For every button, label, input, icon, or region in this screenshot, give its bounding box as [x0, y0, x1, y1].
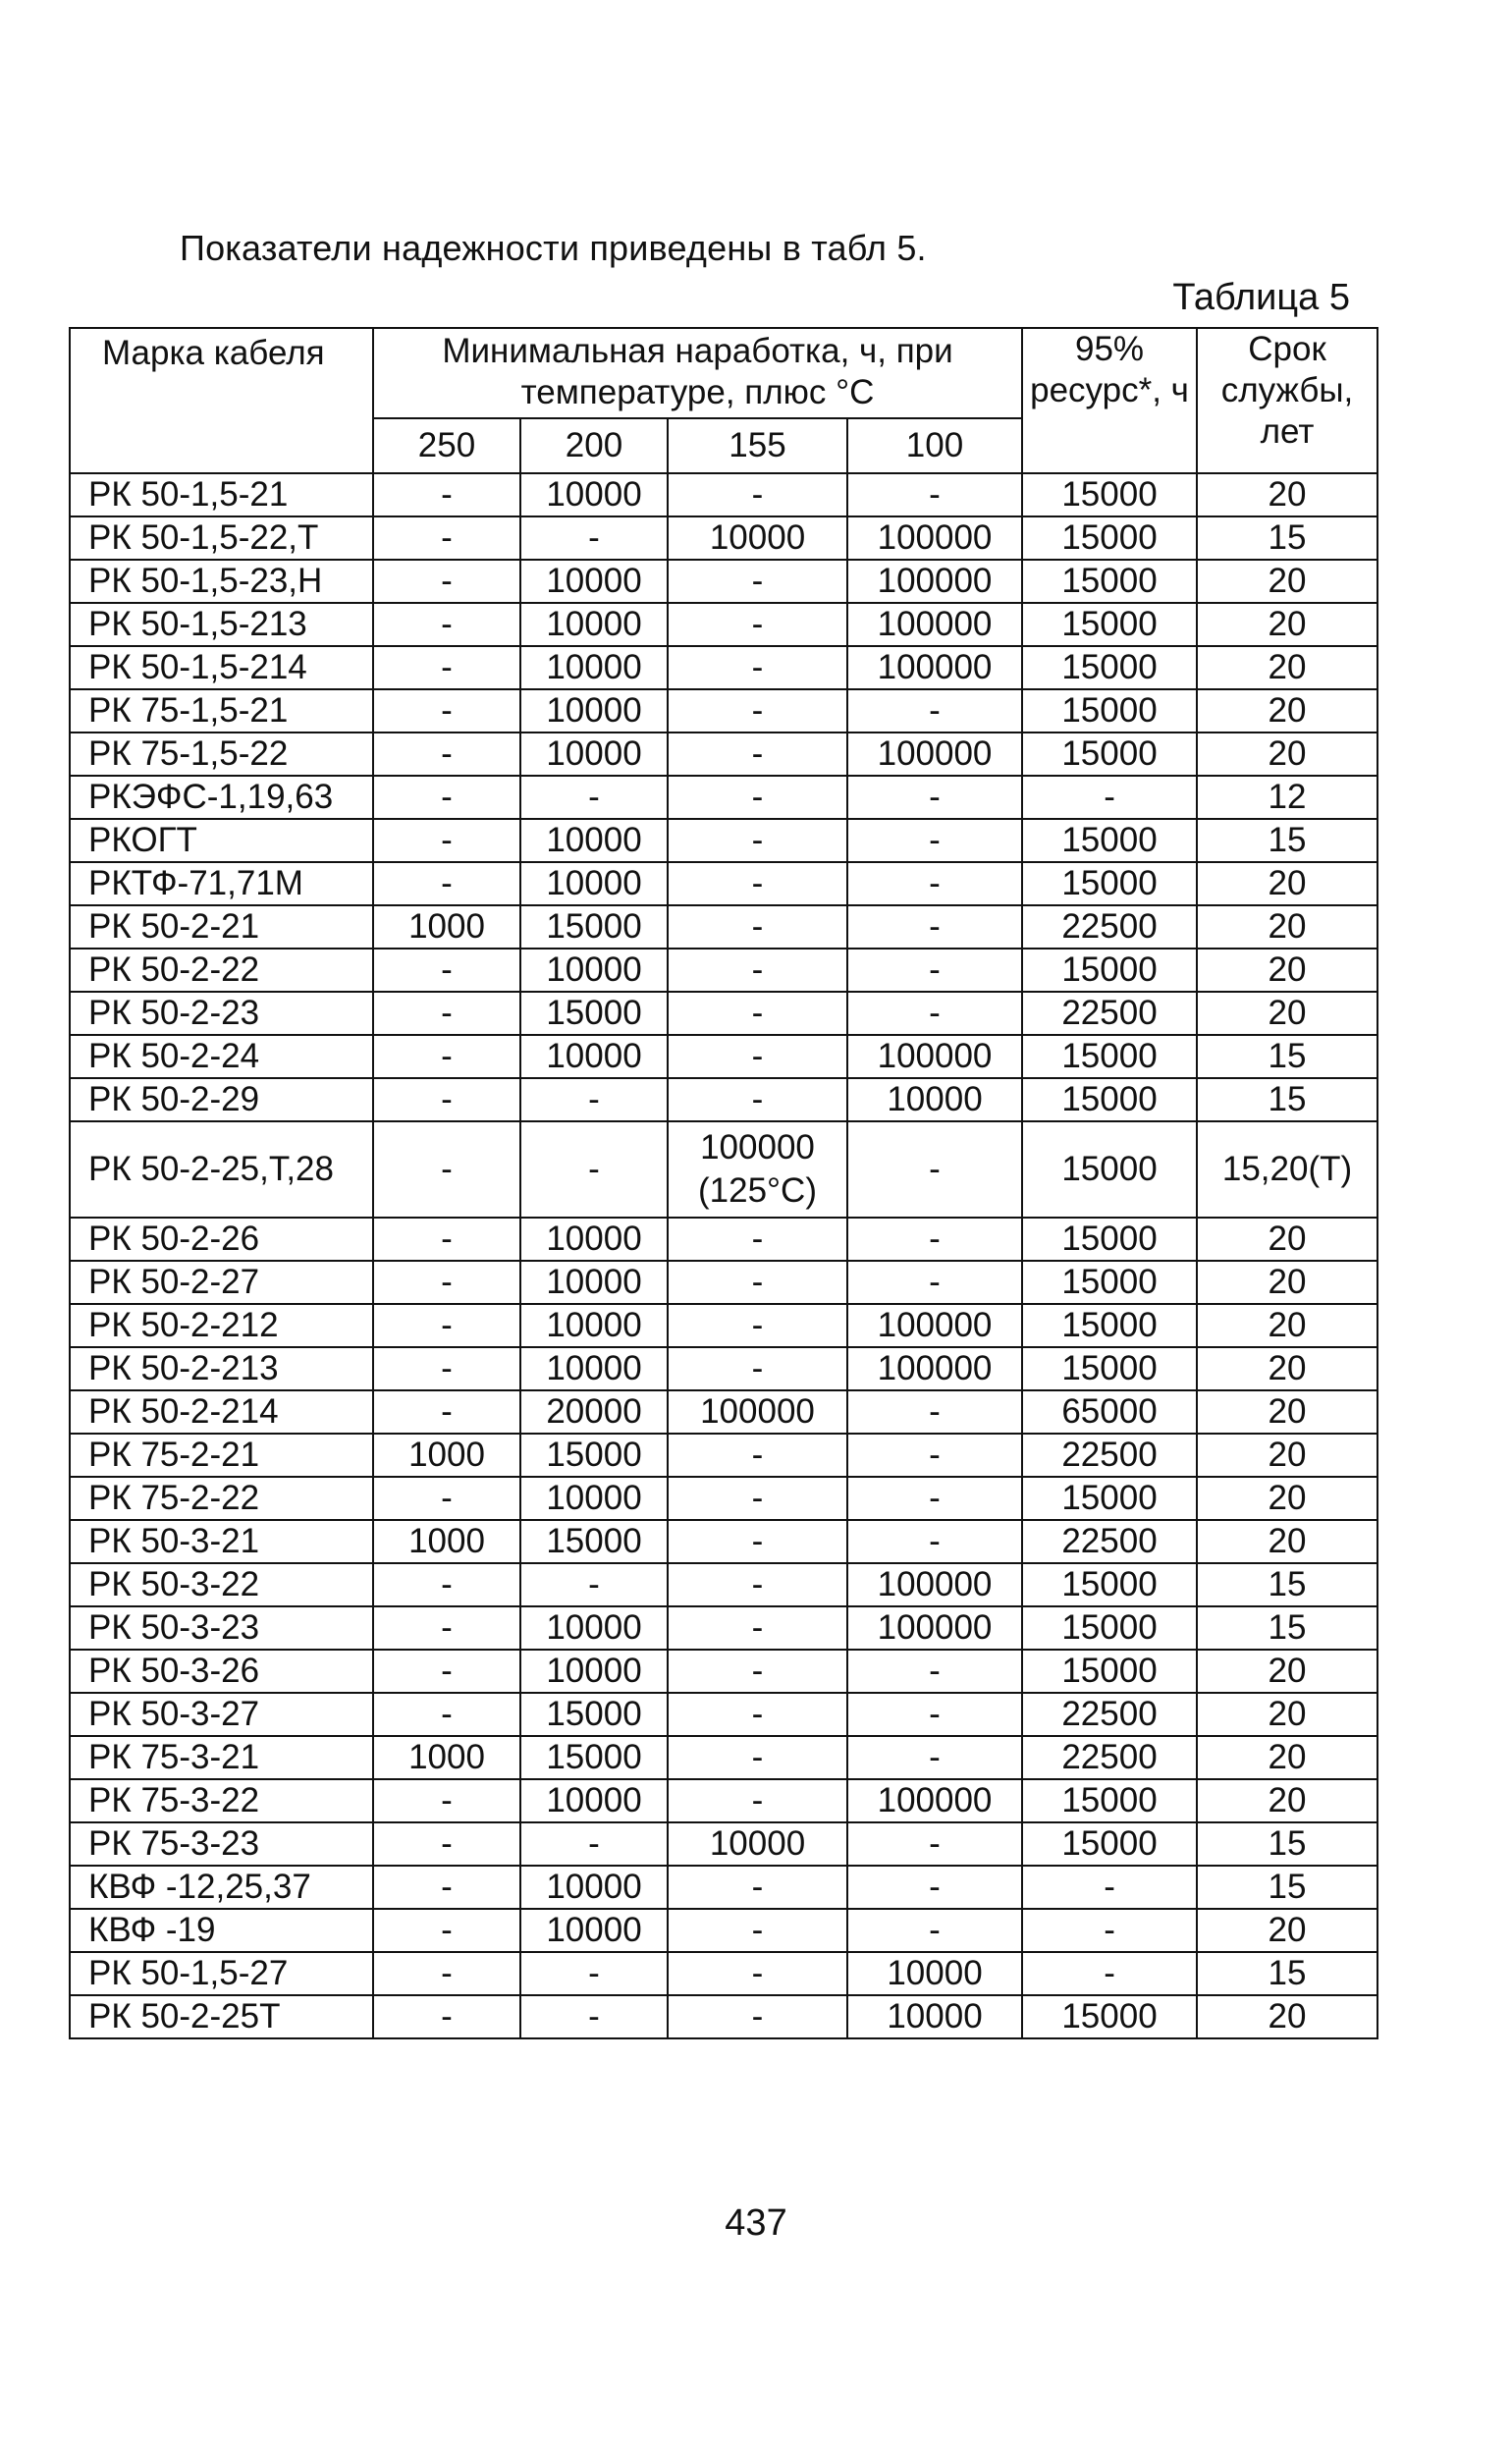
cell-t250: -: [373, 992, 520, 1035]
cell-resource: 22500: [1022, 1434, 1197, 1477]
cell-t100: -: [847, 1866, 1022, 1909]
cell-brand: РК 50-3-22: [70, 1563, 373, 1606]
cell-t155: -: [668, 1304, 847, 1347]
cell-t200: 10000: [520, 473, 668, 516]
cell-t155: -: [668, 1434, 847, 1477]
cell-t100: 100000: [847, 733, 1022, 776]
cell-t100: -: [847, 1434, 1022, 1477]
cell-t200: -: [520, 1121, 668, 1218]
cell-t100: 100000: [847, 646, 1022, 689]
cell-service-life: 20: [1197, 1304, 1377, 1347]
cell-t200: 10000: [520, 1779, 668, 1822]
cell-t200: 10000: [520, 862, 668, 905]
cell-t250: -: [373, 1650, 520, 1693]
cell-t200: 10000: [520, 1606, 668, 1650]
cell-brand: РК 75-2-22: [70, 1477, 373, 1520]
cell-t100: -: [847, 1693, 1022, 1736]
cell-t155: 100000: [668, 1390, 847, 1434]
cell-brand: РК 50-2-27: [70, 1261, 373, 1304]
cell-t155: -: [668, 1909, 847, 1952]
cell-brand: РК 75-3-21: [70, 1736, 373, 1779]
cell-t200: 10000: [520, 1261, 668, 1304]
cell-t155: -: [668, 1078, 847, 1121]
cell-t100: 100000: [847, 1563, 1022, 1606]
cell-t155: -: [668, 819, 847, 862]
cell-t200: 15000: [520, 1434, 668, 1477]
cell-t100: -: [847, 1121, 1022, 1218]
cell-t100: 100000: [847, 1304, 1022, 1347]
table-row: [70, 1035, 1377, 1078]
cell-t155-note: (125°С): [698, 1171, 817, 1210]
cell-brand: РК 50-1,5-21: [70, 473, 373, 516]
cell-service-life: 15: [1197, 1035, 1377, 1078]
cell-resource: 15000: [1022, 473, 1197, 516]
cell-service-life: 20: [1197, 473, 1377, 516]
cell-t100: -: [847, 819, 1022, 862]
cell-service-life: 20: [1197, 1218, 1377, 1261]
cell-t250: -: [373, 473, 520, 516]
cell-brand: РК 50-3-23: [70, 1606, 373, 1650]
cell-resource: 22500: [1022, 1520, 1197, 1563]
header-min-operating-time-line1: Минимальная наработка, ч, при: [442, 332, 953, 370]
table-caption: Таблица 5: [1172, 277, 1350, 318]
cell-brand: РК 50-3-21: [70, 1520, 373, 1563]
cell-brand: РК 50-1,5-27: [70, 1952, 373, 1995]
cell-service-life: 15: [1197, 1606, 1377, 1650]
header-min-operating-time: [373, 328, 1022, 418]
cell-resource: 15000: [1022, 560, 1197, 603]
cell-t100: 100000: [847, 1779, 1022, 1822]
table-row: [70, 560, 1377, 603]
cell-t155: -: [668, 905, 847, 949]
cell-t250: -: [373, 1261, 520, 1304]
header-service-life: Срок службы, лет: [1197, 328, 1377, 473]
cell-t155-value: 100000: [700, 1128, 815, 1167]
cell-t200: -: [520, 1078, 668, 1121]
cell-t200: 15000: [520, 1693, 668, 1736]
cell-t155: -: [668, 1995, 847, 2038]
cell-t155: -: [668, 1693, 847, 1736]
cell-brand: РК 50-2-21: [70, 905, 373, 949]
cell-t155: -: [668, 733, 847, 776]
header-resource: 95% ресурс*, ч: [1022, 328, 1197, 473]
cell-t200: -: [520, 1995, 668, 2038]
header-brand: Марка кабеля: [70, 328, 373, 473]
cell-t250: -: [373, 646, 520, 689]
cell-brand: РК 50-2-29: [70, 1078, 373, 1121]
cell-t155: -: [668, 1261, 847, 1304]
cell-service-life: 15: [1197, 1866, 1377, 1909]
cell-t155: -: [668, 949, 847, 992]
cell-resource: 15000: [1022, 862, 1197, 905]
cell-t200: -: [520, 516, 668, 560]
cell-t250: 1000: [373, 905, 520, 949]
cell-t155: -: [668, 1952, 847, 1995]
cell-t155: -: [668, 1779, 847, 1822]
cell-service-life: 15: [1197, 1952, 1377, 1995]
cell-t100: 100000: [847, 1347, 1022, 1390]
cell-t250: -: [373, 1078, 520, 1121]
cell-service-life: 20: [1197, 646, 1377, 689]
table-row: [70, 1606, 1377, 1650]
cell-t155: -: [668, 1347, 847, 1390]
cell-t250: -: [373, 1121, 520, 1218]
header-temp-200: 200: [520, 418, 668, 473]
table-row: [70, 1520, 1377, 1563]
cell-service-life: 20: [1197, 1650, 1377, 1693]
cell-t100: -: [847, 1390, 1022, 1434]
cell-resource: 15000: [1022, 1261, 1197, 1304]
cell-t100: 10000: [847, 1078, 1022, 1121]
cell-brand: РКЭФС-1,19,63: [70, 776, 373, 819]
cell-t200: 10000: [520, 819, 668, 862]
cell-resource: 15000: [1022, 646, 1197, 689]
cell-t200: 10000: [520, 560, 668, 603]
cell-t100: -: [847, 689, 1022, 733]
cell-t200: 10000: [520, 646, 668, 689]
cell-t250: -: [373, 1477, 520, 1520]
table-row: [70, 1779, 1377, 1822]
cell-t200: 10000: [520, 689, 668, 733]
cell-resource: 15000: [1022, 516, 1197, 560]
cell-t100: -: [847, 1218, 1022, 1261]
table-row: [70, 1477, 1377, 1520]
cell-t200: 10000: [520, 603, 668, 646]
cell-t100: -: [847, 473, 1022, 516]
table-row: [70, 1693, 1377, 1736]
cell-t200: 15000: [520, 992, 668, 1035]
page-number: 437: [725, 2202, 787, 2244]
cell-service-life: 20: [1197, 905, 1377, 949]
cell-service-life: 20: [1197, 1434, 1377, 1477]
cell-brand: КВФ -19: [70, 1909, 373, 1952]
table-row: [70, 603, 1377, 646]
cell-service-life: 15: [1197, 819, 1377, 862]
cell-t250: -: [373, 1035, 520, 1078]
table-row: [70, 646, 1377, 689]
cell-service-life: 20: [1197, 1520, 1377, 1563]
cell-brand: РК 50-2-23: [70, 992, 373, 1035]
cell-resource: 15000: [1022, 1304, 1197, 1347]
cell-t250: -: [373, 1563, 520, 1606]
cell-service-life: 20: [1197, 1909, 1377, 1952]
table-row: [70, 1736, 1377, 1779]
cell-t250: -: [373, 862, 520, 905]
cell-t155: -: [668, 603, 847, 646]
cell-t250: -: [373, 1909, 520, 1952]
cell-t155: -: [668, 1218, 847, 1261]
cell-service-life: 20: [1197, 1736, 1377, 1779]
cell-resource: 15000: [1022, 949, 1197, 992]
cell-resource: 15000: [1022, 1218, 1197, 1261]
table-row: [70, 1261, 1377, 1304]
cell-brand: РК 50-1,5-214: [70, 646, 373, 689]
cell-brand: РК 75-1,5-21: [70, 689, 373, 733]
cell-t100: -: [847, 1909, 1022, 1952]
cell-resource: 15000: [1022, 1650, 1197, 1693]
cell-resource: -: [1022, 1909, 1197, 1952]
table-row: [70, 473, 1377, 516]
cell-service-life: 15: [1197, 1563, 1377, 1606]
table-row: [70, 1304, 1377, 1347]
cell-t250: -: [373, 689, 520, 733]
cell-resource: 15000: [1022, 1347, 1197, 1390]
cell-service-life: 20: [1197, 1477, 1377, 1520]
cell-t200: 10000: [520, 1650, 668, 1693]
cell-resource: 22500: [1022, 992, 1197, 1035]
table-row: [70, 1866, 1377, 1909]
cell-t155: 10000: [668, 516, 847, 560]
table-row: [70, 949, 1377, 992]
cell-t250: -: [373, 819, 520, 862]
cell-service-life: 20: [1197, 1693, 1377, 1736]
cell-resource: 15000: [1022, 733, 1197, 776]
cell-resource: 22500: [1022, 1693, 1197, 1736]
cell-t200: -: [520, 1563, 668, 1606]
cell-service-life: 20: [1197, 862, 1377, 905]
cell-t155: -: [668, 1650, 847, 1693]
cell-brand: РКТФ-71,71М: [70, 862, 373, 905]
cell-t155: -: [668, 1477, 847, 1520]
cell-t100: 100000: [847, 560, 1022, 603]
table-row: [70, 1347, 1377, 1390]
cell-t100: 10000: [847, 1995, 1022, 2038]
cell-brand: РК 50-2-24: [70, 1035, 373, 1078]
cell-brand: РК 75-2-21: [70, 1434, 373, 1477]
cell-t100: -: [847, 1736, 1022, 1779]
cell-brand: КВФ -12,25,37: [70, 1866, 373, 1909]
cell-t155: -: [668, 646, 847, 689]
table-body: [70, 473, 1377, 2038]
cell-resource: 15000: [1022, 1121, 1197, 1218]
cell-t200: -: [520, 776, 668, 819]
cell-t200: 15000: [520, 1736, 668, 1779]
table-row: [70, 776, 1377, 819]
cell-resource: -: [1022, 1952, 1197, 1995]
cell-resource: -: [1022, 776, 1197, 819]
cell-t155: -: [668, 862, 847, 905]
cell-t200: 20000: [520, 1390, 668, 1434]
cell-resource: 15000: [1022, 1078, 1197, 1121]
cell-brand: РК 50-2-25,Т,28: [70, 1121, 373, 1218]
cell-resource: 15000: [1022, 1477, 1197, 1520]
header-temp-155: 155: [668, 418, 847, 473]
cell-t100: 100000: [847, 1035, 1022, 1078]
cell-brand: РК 50-1,5-213: [70, 603, 373, 646]
cell-t250: -: [373, 949, 520, 992]
cell-t200: -: [520, 1822, 668, 1866]
cell-t200: -: [520, 1952, 668, 1995]
cell-t155: -: [668, 776, 847, 819]
cell-brand: РК 75-3-22: [70, 1779, 373, 1822]
cell-t155: -: [668, 1520, 847, 1563]
cell-t250: -: [373, 1693, 520, 1736]
header-temp-100: 100: [847, 418, 1022, 473]
cell-service-life: 20: [1197, 560, 1377, 603]
cell-service-life: 20: [1197, 949, 1377, 992]
cell-t250: -: [373, 516, 520, 560]
table-row: [70, 1563, 1377, 1606]
cell-brand: РКОГТ: [70, 819, 373, 862]
cell-t200: 10000: [520, 1304, 668, 1347]
cell-brand: РК 50-2-26: [70, 1218, 373, 1261]
cell-t250: -: [373, 1952, 520, 1995]
cell-service-life: 20: [1197, 1995, 1377, 2038]
cell-t100: -: [847, 905, 1022, 949]
cell-t155: -: [668, 992, 847, 1035]
cell-t100: -: [847, 949, 1022, 992]
cell-resource: 15000: [1022, 689, 1197, 733]
cell-t155: -: [668, 1035, 847, 1078]
cell-service-life: 20: [1197, 603, 1377, 646]
cell-brand: РК 50-3-26: [70, 1650, 373, 1693]
cell-t100: -: [847, 862, 1022, 905]
cell-t155: -: [668, 1606, 847, 1650]
cell-t250: -: [373, 1304, 520, 1347]
cell-t200: 10000: [520, 1218, 668, 1261]
cell-t200: 10000: [520, 733, 668, 776]
cell-t200: 10000: [520, 949, 668, 992]
cell-t250: -: [373, 1347, 520, 1390]
cell-t250: -: [373, 560, 520, 603]
cell-resource: 65000: [1022, 1390, 1197, 1434]
intro-text: Показатели надежности приведены в табл 5.: [180, 228, 927, 268]
cell-resource: 15000: [1022, 1606, 1197, 1650]
header-temp-250: 250: [373, 418, 520, 473]
cell-service-life: 20: [1197, 1390, 1377, 1434]
table-row: [70, 516, 1377, 560]
cell-resource: 15000: [1022, 1822, 1197, 1866]
cell-t155: 10000: [668, 1822, 847, 1866]
cell-service-life: 15: [1197, 516, 1377, 560]
cell-t100: -: [847, 1650, 1022, 1693]
cell-t100: 100000: [847, 603, 1022, 646]
cell-t200: 10000: [520, 1347, 668, 1390]
cell-t155: -: [668, 689, 847, 733]
cell-t200: 15000: [520, 1520, 668, 1563]
table-row: [70, 1390, 1377, 1434]
table-row: [70, 1822, 1377, 1866]
table-row: [70, 819, 1377, 862]
cell-t100: 10000: [847, 1952, 1022, 1995]
cell-brand: РК 50-1,5-23,Н: [70, 560, 373, 603]
cell-t200: 10000: [520, 1866, 668, 1909]
cell-t100: -: [847, 1477, 1022, 1520]
cell-brand: РК 50-2-212: [70, 1304, 373, 1347]
cell-service-life: 20: [1197, 733, 1377, 776]
table-row: [70, 1078, 1377, 1121]
cell-t200: 15000: [520, 905, 668, 949]
cell-t100: -: [847, 776, 1022, 819]
cell-t250: 1000: [373, 1736, 520, 1779]
table-row: [70, 1995, 1377, 2038]
cell-service-life: 20: [1197, 1779, 1377, 1822]
cell-service-life: 15: [1197, 1822, 1377, 1866]
cell-resource: 15000: [1022, 1995, 1197, 2038]
cell-brand: РК 50-2-213: [70, 1347, 373, 1390]
cell-brand: РК 75-1,5-22: [70, 733, 373, 776]
cell-t250: -: [373, 733, 520, 776]
cell-service-life: 12: [1197, 776, 1377, 819]
table-row: [70, 1121, 1377, 1218]
cell-t250: 1000: [373, 1434, 520, 1477]
cell-t155: -: [668, 560, 847, 603]
cell-brand: РК 75-3-23: [70, 1822, 373, 1866]
cell-service-life: 15: [1197, 1078, 1377, 1121]
cell-service-life: 20: [1197, 1261, 1377, 1304]
table-row: [70, 1650, 1377, 1693]
cell-t100: -: [847, 1520, 1022, 1563]
cell-brand: РК 50-1,5-22,Т: [70, 516, 373, 560]
cell-t200: 10000: [520, 1909, 668, 1952]
cell-t250: -: [373, 1995, 520, 2038]
cell-t100: -: [847, 1822, 1022, 1866]
cell-t250: -: [373, 1779, 520, 1822]
cell-t100: -: [847, 992, 1022, 1035]
table-row: [70, 862, 1377, 905]
cell-t155: -: [668, 1736, 847, 1779]
cell-brand: РК 50-2-214: [70, 1390, 373, 1434]
cell-resource: 22500: [1022, 905, 1197, 949]
cell-resource: -: [1022, 1866, 1197, 1909]
cell-t100: 100000: [847, 1606, 1022, 1650]
header-min-operating-time-line2: температуре, плюс °С: [520, 373, 875, 411]
cell-t250: -: [373, 1390, 520, 1434]
table-row: [70, 1434, 1377, 1477]
cell-brand: РК 50-2-22: [70, 949, 373, 992]
table-row: [70, 1952, 1377, 1995]
cell-service-life: 20: [1197, 1347, 1377, 1390]
table-row: [70, 905, 1377, 949]
cell-resource: 15000: [1022, 603, 1197, 646]
cell-t200: 10000: [520, 1477, 668, 1520]
cell-resource: 22500: [1022, 1736, 1197, 1779]
cell-resource: 15000: [1022, 819, 1197, 862]
table-row: [70, 1218, 1377, 1261]
cell-t100: 100000: [847, 516, 1022, 560]
cell-resource: 15000: [1022, 1563, 1197, 1606]
cell-t250: -: [373, 1606, 520, 1650]
table-row: [70, 689, 1377, 733]
table-row: [70, 733, 1377, 776]
cell-service-life: 20: [1197, 689, 1377, 733]
cell-brand: РК 50-2-25Т: [70, 1995, 373, 2038]
cell-t155: [668, 1121, 847, 1218]
cell-service-life: 20: [1197, 992, 1377, 1035]
cell-t155: -: [668, 1866, 847, 1909]
cell-t250: -: [373, 1218, 520, 1261]
cell-t200: 10000: [520, 1035, 668, 1078]
cell-brand: РК 50-3-27: [70, 1693, 373, 1736]
reliability-table: [69, 327, 1378, 2039]
cell-t250: -: [373, 1822, 520, 1866]
cell-resource: 15000: [1022, 1035, 1197, 1078]
cell-t250: -: [373, 776, 520, 819]
cell-t155: -: [668, 473, 847, 516]
cell-service-life: 15,20(Т): [1197, 1121, 1377, 1218]
table-row: [70, 992, 1377, 1035]
cell-t250: -: [373, 1866, 520, 1909]
cell-t250: 1000: [373, 1520, 520, 1563]
cell-t100: -: [847, 1261, 1022, 1304]
cell-resource: 15000: [1022, 1779, 1197, 1822]
cell-t250: -: [373, 603, 520, 646]
cell-t155: -: [668, 1563, 847, 1606]
table-row: [70, 1909, 1377, 1952]
